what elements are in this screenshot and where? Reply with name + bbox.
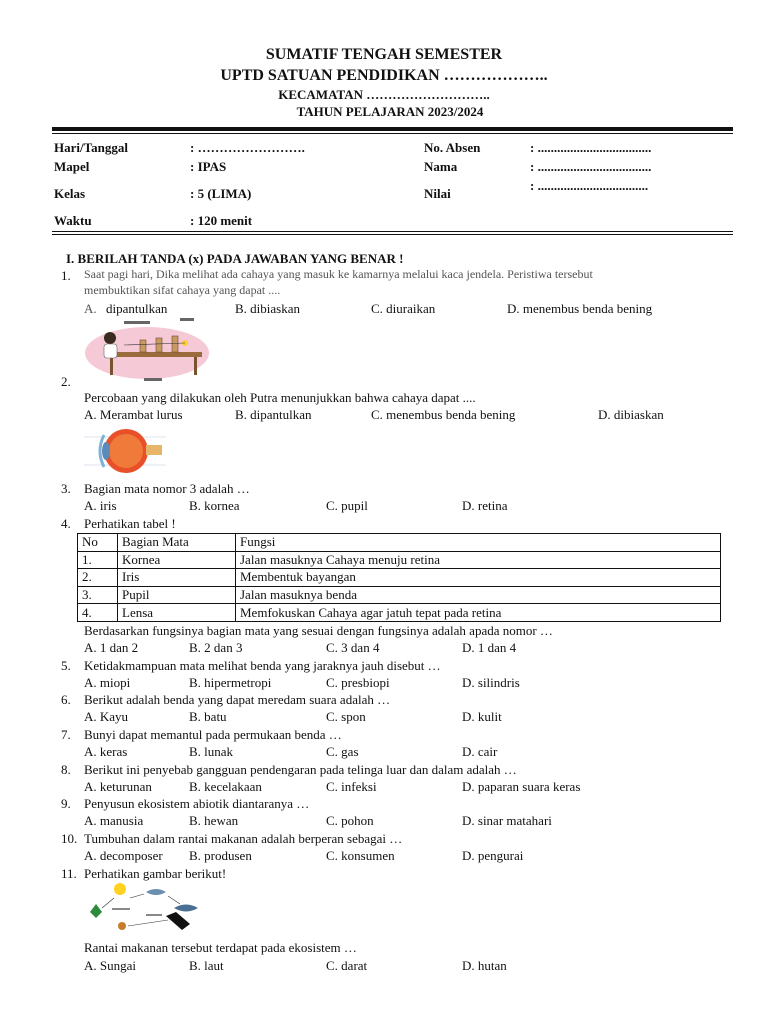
- q4-option-b: B. 2 dan 3: [189, 640, 243, 655]
- table-cell: 4.: [78, 604, 118, 622]
- q1-option-a: dipantulkan: [106, 301, 168, 316]
- q2-option-b: B. dipantulkan: [235, 407, 312, 422]
- section-title: I. BERILAH TANDA (x) PADA JAWABAN YANG BENAR !: [66, 251, 404, 266]
- q4-option-a: A. 1 dan 2: [84, 640, 139, 655]
- q9-text: Penyusun ekosistem abiotik diantaranya …: [84, 796, 310, 811]
- q7-option-d: D. cair: [462, 744, 498, 759]
- q11-option-d: D. hutan: [462, 958, 507, 973]
- q1-option-d: D. menembus benda bening: [507, 301, 653, 316]
- q9-option-a: A. manusia: [84, 813, 144, 828]
- table-cell: Pupil: [118, 586, 236, 604]
- q2-text: Percobaan yang dilakukan oleh Putra menunjukkan bahwa cahaya dapat ....: [84, 390, 476, 405]
- table-cell: 2.: [78, 569, 118, 587]
- q9-option-c: C. pohon: [326, 813, 374, 828]
- table-header-cell: Fungsi: [236, 534, 721, 552]
- nilai-value: : ..................................: [530, 178, 649, 193]
- eye-cross-section-illustration: [84, 423, 166, 479]
- kelas-label: Kelas: [54, 186, 86, 201]
- q8-option-c: C. infeksi: [326, 779, 377, 794]
- q5-option-b: B. hipermetropi: [189, 675, 272, 690]
- light-experiment-illustration: [84, 318, 210, 384]
- q6-option-c: C. spon: [326, 709, 366, 724]
- q11-number: 11.: [61, 866, 77, 881]
- q8-option-a: A. keturunan: [84, 779, 152, 794]
- info-rule-1: [52, 231, 733, 232]
- q2-option-a: A. Merambat lurus: [84, 407, 183, 422]
- q3-option-c: C. pupil: [326, 498, 368, 513]
- q10-option-b: B. produsen: [189, 848, 252, 863]
- q7-text: Bunyi dapat memantul pada permukaan benda …: [84, 727, 342, 742]
- q11-option-b: B. laut: [189, 958, 224, 973]
- q10-number: 10.: [61, 831, 78, 846]
- hari-value: : …………………….: [190, 140, 305, 155]
- q5-option-d: D. silindris: [462, 675, 520, 690]
- table-cell: Kornea: [118, 551, 236, 569]
- table-row: [78, 586, 721, 604]
- q4-option-c: C. 3 dan 4: [326, 640, 380, 655]
- kelas-value: : 5 (LIMA): [190, 186, 252, 201]
- table-header-cell: No: [78, 534, 118, 552]
- table-row: [78, 569, 721, 587]
- q8-option-b: B. kecelakaan: [189, 779, 262, 794]
- q5-option-c: C. presbiopi: [326, 675, 390, 690]
- q7-option-c: C. gas: [326, 744, 359, 759]
- q4-option-d: D. 1 dan 4: [462, 640, 517, 655]
- q11-option-a: A. Sungai: [84, 958, 136, 973]
- q9-option-d: D. sinar matahari: [462, 813, 552, 828]
- info-rule-2: [52, 234, 733, 235]
- q10-option-c: C. konsumen: [326, 848, 395, 863]
- q3-number: 3.: [61, 481, 71, 496]
- nama-label: Nama: [424, 159, 458, 174]
- nilai-label: Nilai: [424, 186, 451, 201]
- table-header-row: [78, 534, 721, 552]
- q1-text-line2: membuktikan sifat cahaya yang dapat ....: [84, 283, 281, 297]
- q3-option-d: D. retina: [462, 498, 508, 513]
- q6-option-b: B. batu: [189, 709, 227, 724]
- q3-text: Bagian mata nomor 3 adalah …: [84, 481, 250, 496]
- q6-number: 6.: [61, 692, 71, 707]
- waktu-label: Waktu: [54, 213, 92, 228]
- q3-option-b: B. kornea: [189, 498, 240, 513]
- q8-text: Berikut ini penyebab gangguan pendengaran pada telinga luar dan dalam adalah …: [84, 762, 517, 777]
- q7-option-b: B. lunak: [189, 744, 234, 759]
- waktu-value: : 120 menit: [190, 213, 253, 228]
- q10-option-d: D. pengurai: [462, 848, 524, 863]
- hari-label: Hari/Tanggal: [54, 140, 128, 155]
- q6-option-d: D. kulit: [462, 709, 502, 724]
- mapel-label: Mapel: [54, 159, 90, 174]
- q11-text: Perhatikan gambar berikut!: [84, 866, 227, 881]
- q8-number: 8.: [61, 762, 71, 777]
- mapel-value: : IPAS: [190, 159, 227, 174]
- table-cell: 3.: [78, 586, 118, 604]
- header-rule-thin: [52, 133, 733, 134]
- school-name: UPTD SATUAN PENDIDIKAN ………………..: [220, 67, 548, 84]
- table-cell: Lensa: [118, 604, 236, 622]
- table-cell: Jalan masuknya Cahaya menuju retina: [236, 551, 721, 569]
- q5-text: Ketidakmampuan mata melihat benda yang jaraknya jauh disebut …: [84, 658, 441, 673]
- q5-option-a: A. miopi: [84, 675, 131, 690]
- table-row: [78, 551, 721, 569]
- q1-option-c: C. diuraikan: [371, 301, 436, 316]
- absen-label: No. Absen: [424, 140, 481, 155]
- q2-number: 2.: [61, 374, 71, 389]
- q3-option-a: A. iris: [84, 498, 117, 513]
- food-chain-illustration: [84, 882, 206, 934]
- q5-number: 5.: [61, 658, 71, 673]
- q9-number: 9.: [61, 796, 71, 811]
- q8-option-d: D. paparan suara keras: [462, 779, 581, 794]
- q6-option-a: A. Kayu: [84, 709, 129, 724]
- nama-value: : ...................................: [530, 159, 652, 174]
- table-cell: Jalan masuknya benda: [236, 586, 721, 604]
- table-header-cell: Bagian Mata: [118, 534, 236, 552]
- q10-text: Tumbuhan dalam rantai makanan adalah berperan sebagai …: [84, 831, 403, 846]
- header-rule-thick: [52, 127, 733, 131]
- q1-text-line1: Saat pagi hari, Dika melihat ada cahaya yang masuk ke kamarnya melalui kaca jendela. Peristiwa tersebut: [84, 267, 593, 281]
- q10-option-a: A. decomposer: [84, 848, 163, 863]
- q4-number: 4.: [61, 516, 71, 531]
- q11-after-text: Rantai makanan tersebut terdapat pada ekosistem …: [84, 940, 357, 955]
- absen-value: : ...................................: [530, 140, 652, 155]
- q1-number: 1.: [61, 268, 71, 283]
- q9-option-b: B. hewan: [189, 813, 239, 828]
- eye-parts-table: [77, 533, 721, 622]
- q1-option-b: B. dibiaskan: [235, 301, 300, 316]
- table-cell: Membentuk bayangan: [236, 569, 721, 587]
- table-row: [78, 604, 721, 622]
- q6-text: Berikut adalah benda yang dapat meredam suara adalah …: [84, 692, 391, 707]
- district-name: KECAMATAN ………………………..: [278, 87, 490, 102]
- exam-title: SUMATIF TENGAH SEMESTER: [265, 46, 503, 63]
- table-cell: 1.: [78, 551, 118, 569]
- q11-option-c: C. darat: [326, 958, 368, 973]
- q4-after-text: Berdasarkan fungsinya bagian mata yang sesuai dengan fungsinya adalah apada nomor …: [84, 623, 553, 638]
- school-year: TAHUN PELAJARAN 2023/2024: [296, 104, 484, 119]
- q7-option-a: A. keras: [84, 744, 128, 759]
- q4-text: Perhatikan tabel !: [84, 516, 176, 531]
- table-cell: Iris: [118, 569, 236, 587]
- table-cell: Memfokuskan Cahaya agar jatuh tepat pada retina: [236, 604, 721, 622]
- q7-number: 7.: [61, 727, 71, 742]
- q1-option-a-letter: A.: [84, 301, 97, 316]
- q2-option-d: D. dibiaskan: [598, 407, 664, 422]
- q2-option-c: C. menembus benda bening: [371, 407, 516, 422]
